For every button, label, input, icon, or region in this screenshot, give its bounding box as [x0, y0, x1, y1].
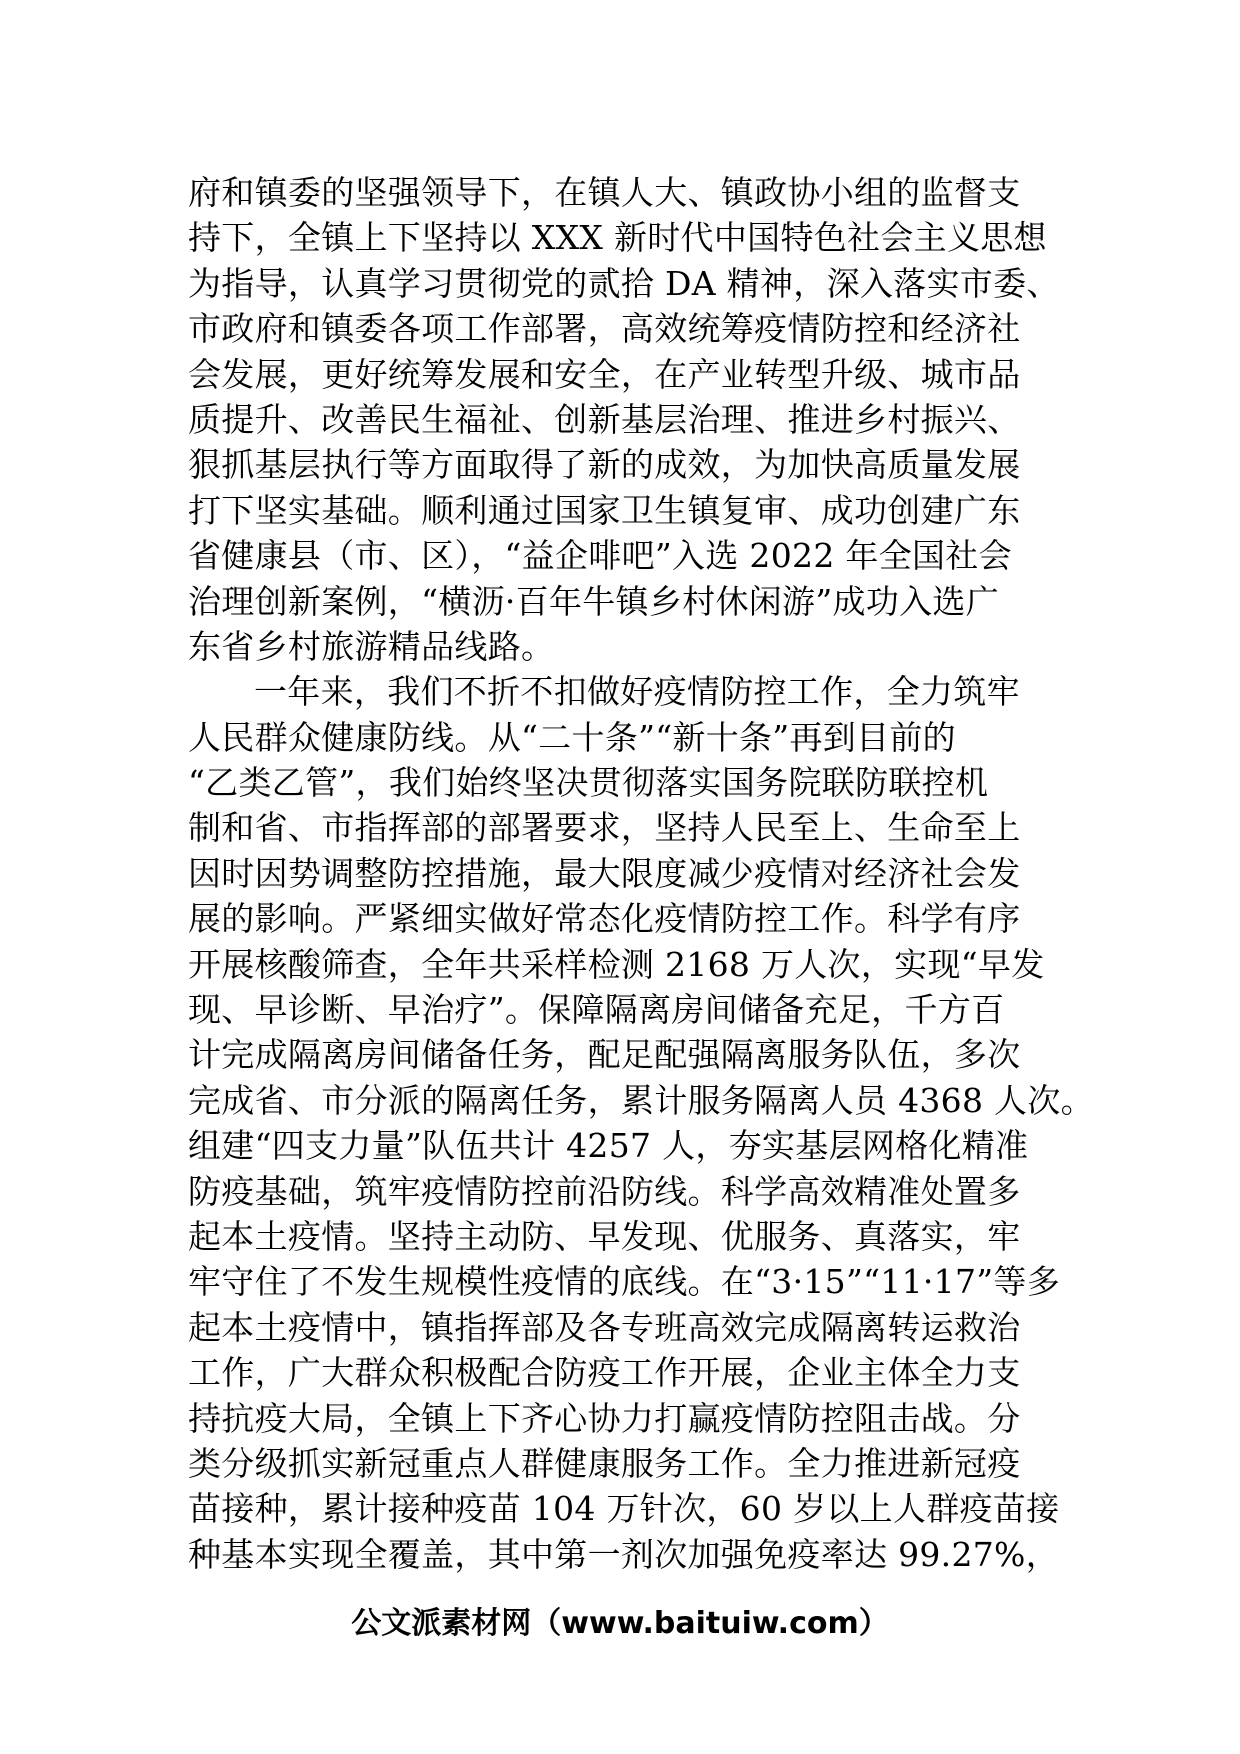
text-line: 质提升、改善民生福祉、创新基层治理、推进乡村振兴、	[188, 399, 1021, 439]
text-line: 市政府和镇委各项工作部署，高效统筹疫情防控和经济社	[188, 309, 1021, 349]
text-line: 制和省、市指挥部的部署要求，坚持人民至上、生命至上	[188, 808, 1021, 848]
text-line: 起本土疫情中，镇指挥部及各专班高效完成隔离转运救治	[188, 1307, 1021, 1347]
text-line: 打下坚实基础。顺利通过国家卫生镇复审、成功创建广东	[188, 490, 1021, 530]
text-line: 类分级抓实新冠重点人群健康服务工作。全力推进新冠疫	[188, 1443, 1021, 1483]
text-line: 计完成隔离房间储备任务，配足配强隔离服务队伍，多次	[188, 1035, 1021, 1075]
text-line: 牢守住了不发生规模性疫情的底线。在“3·15”“11·17”等多	[188, 1262, 1061, 1302]
text-line: 省健康县（市、区），“益企啡吧”入选 2022 年全国社会	[188, 536, 1012, 576]
text-line: 治理创新案例，“横沥·百年牛镇乡村休闲游”成功入选广	[188, 581, 1000, 621]
text-line: 苗接种，累计接种疫苗 104 万针次，60 岁以上人群疫苗接	[188, 1489, 1060, 1529]
text-line: 工作，广大群众积极配合防疫工作开展，企业主体全力支	[188, 1353, 1021, 1393]
text-line: 人民群众健康防线。从“二十条”“新十条”再到目前的	[188, 717, 956, 757]
text-line: 种基本实现全覆盖，其中第一剂次加强免疫率达 99.27%，	[188, 1534, 1060, 1574]
text-line: “乙类乙管”，我们始终坚决贯彻落实国务院联防联控机	[188, 763, 989, 803]
text-line: 展的影响。严紧细实做好常态化疫情防控工作。科学有序	[188, 899, 1021, 939]
text-line: 狠抓基层执行等方面取得了新的成效，为加快高质量发展	[188, 445, 1021, 485]
footer-watermark: 公文派素材网（www.baituiw.com）	[351, 1606, 889, 1641]
text-line: 持抗疫大局，全镇上下齐心协力打赢疫情防控阻击战。分	[188, 1398, 1021, 1438]
text-line: 组建“四支力量”队伍共计 4257 人，夯实基层网格化精准	[188, 1126, 1029, 1166]
text-line: 府和镇委的坚强领导下，在镇人大、镇政协小组的监督支	[188, 173, 1021, 212]
text-line: 持下，全镇上下坚持以 XXX 新时代中国特色社会主义思想	[188, 218, 1047, 258]
text-line: 为指导，认真学习贯彻党的贰拾 DA 精神，深入落实市委、	[188, 263, 1060, 303]
text-line: 完成省、市分派的隔离任务，累计服务隔离人员 4368 人次。	[188, 1080, 1094, 1120]
body-text	[188, 170, 1094, 1577]
text-line: 防疫基础，筑牢疫情防控前沿防线。科学高效精准处置多	[188, 1171, 1021, 1211]
text-line: 会发展，更好统筹发展和安全，在产业转型升级、城市品	[188, 354, 1021, 394]
text-line: 开展核酸筛查，全年共采样检测 2168 万人次，实现“早发	[188, 944, 1045, 984]
paragraph-first-line: 一年来，我们不折不扣做好疫情防控工作，全力筑牢	[254, 672, 1020, 712]
text-line: 起本土疫情。坚持主动防、早发现、优服务、真落实，牢	[188, 1216, 1021, 1256]
text-line: 现、早诊断、早治疗”。保障隔离房间储备充足，千方百	[188, 990, 1005, 1030]
text-line: 因时因势调整防控措施，最大限度减少疫情对经济社会发	[188, 853, 1021, 893]
text-line: 东省乡村旅游精品线路。	[188, 626, 555, 666]
